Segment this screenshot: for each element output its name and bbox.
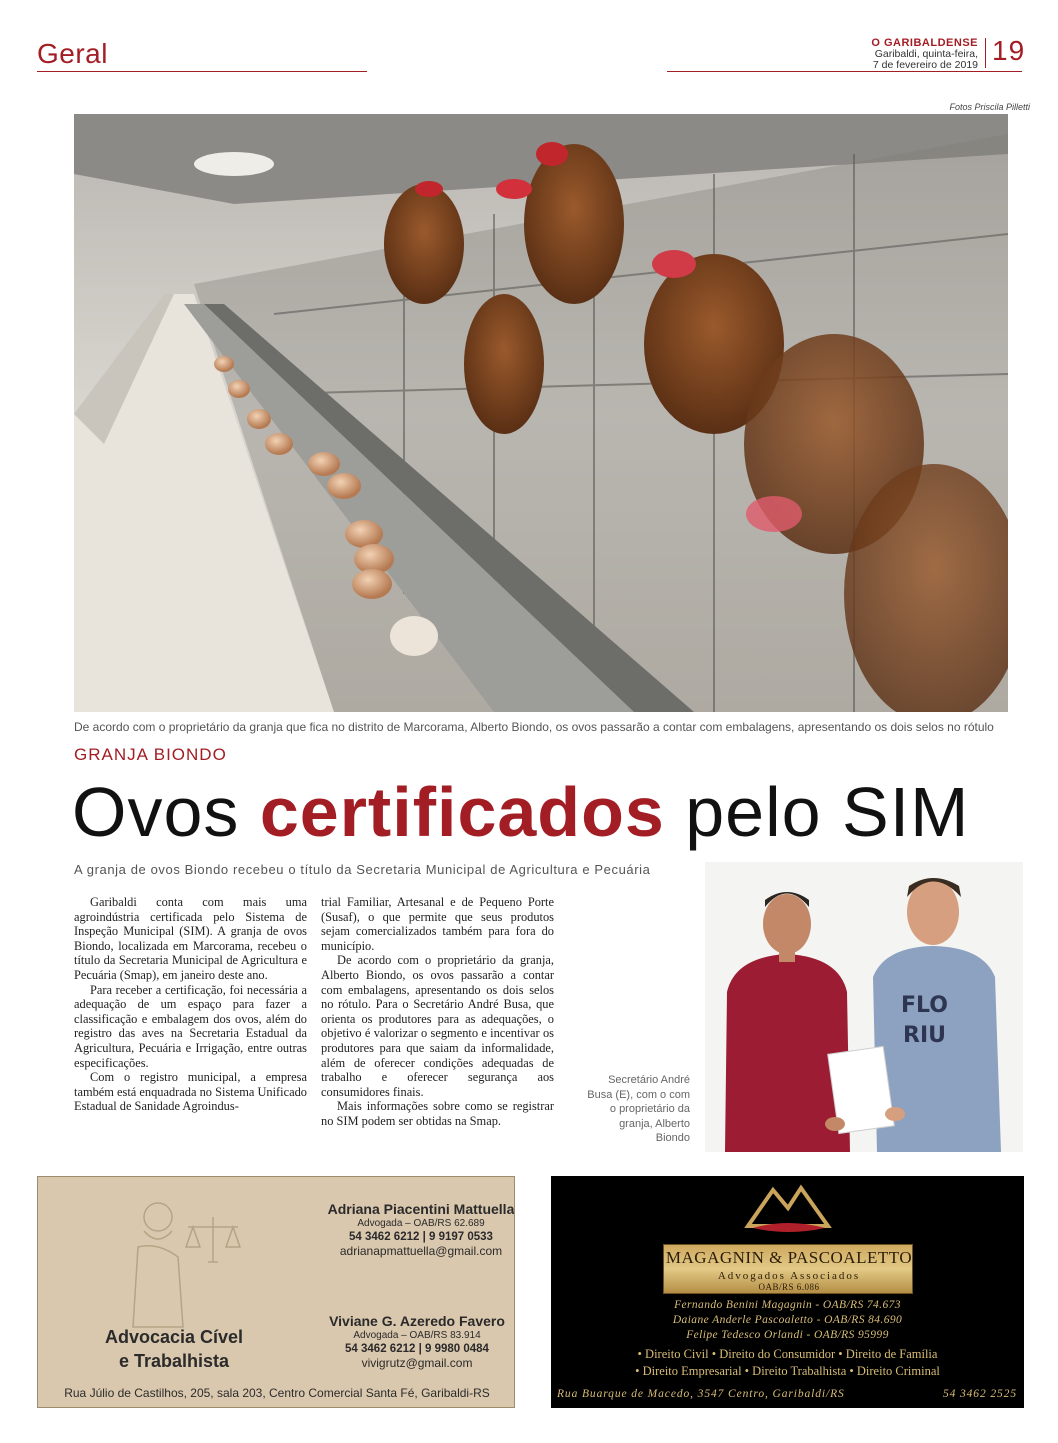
partner-list (551, 1298, 1024, 1343)
firm-nameplate (663, 1244, 913, 1294)
practice-areas-line1: • Direito Civil • Direito do Consumidor • Direito de Família (637, 1347, 938, 1361)
shirt-text-2: RIU (903, 1023, 946, 1048)
header-rule (667, 71, 1022, 72)
page-number: 19 (992, 35, 1026, 66)
article-deck: A granja de ovos Biondo recebeu o título da Secretaria Municipal de Agricultura e Pecuária (74, 862, 651, 877)
lawyer-block-2 (302, 1313, 515, 1370)
section-rule (37, 71, 367, 72)
firm-address: Rua Júlio de Castilhos, 205, sala 203, Centro Comercial Santa Fé, Garibaldi-RS (64, 1386, 490, 1400)
article-column-1 (74, 895, 307, 1114)
paper-name: O GARIBALDENSE (871, 37, 978, 49)
mountain-logo-icon (743, 1178, 833, 1238)
article-paragraph: Garibaldi conta com mais uma agroindústria certificada pelo Sistema de Inspeção Municipal (SIM). A granja de ovos Biondo, localizada em Marcorama, recebeu o título da Secretaria Municipal de Agricultura e Pecuária (Smap), em janeiro deste ano. (74, 895, 307, 982)
certificate-photo-illustration (705, 862, 1023, 1152)
article-headline (72, 772, 969, 852)
lawyer-phone: 54 3462 6212 | 9 9197 0533 (349, 1231, 493, 1243)
photo2-caption: Secretário André Busa (E), com o com o proprietário da granja, Alberto Biondo (587, 1074, 690, 1144)
page-number-divider (985, 38, 986, 68)
hens-photo-illustration (74, 114, 1008, 712)
lawyer-phone: 54 3462 6212 | 9 9980 0484 (345, 1343, 489, 1355)
partner-name: Daiane Anderle Pascoaletto - OAB/RS 84.690 (672, 1314, 903, 1326)
partner-name: Felipe Tedesco Orlandi - OAB/RS 95999 (686, 1329, 889, 1341)
lawyer-name: Adriana Piacentini Mattuella (327, 1201, 515, 1217)
firm-name: MAGAGNIN & PASCOALETTO (665, 1248, 913, 1267)
practice-areas (551, 1346, 1024, 1380)
firm-oab: OAB/RS 6.086 (758, 1282, 820, 1292)
section-title: Geral (37, 38, 108, 69)
article-column-2 (321, 895, 554, 1129)
article-paragraph: Para receber a certificação, foi necessária a adequação de um espaço para fazer a classificação e embalagem dos ovos, além do registro das aves na Secretaria Estadual da Agricultura, Pecuária e Irrigação, entre outras especificações. (74, 982, 307, 1070)
photo-credit: Fotos Priscila Pilletti (949, 102, 1030, 112)
shirt-text-1: FLO (901, 993, 948, 1018)
paper-date-line2: 7 de fevereiro de 2019 (872, 59, 978, 71)
headline-emphasis: certificados (259, 773, 665, 851)
lawyer-oab: Advogada – OAB/RS 62.689 (357, 1218, 485, 1229)
paper-date-line1: Garibaldi, quinta-feira, (874, 48, 978, 60)
two-men-holding-certificate-photo (705, 862, 1023, 1152)
firm-name (84, 1325, 264, 1373)
article-paragraph: trial Familiar, Artesanal e de Pequeno Porte (Susaf), o que permite que seus produtos sejam comercializados também para fora do município. (321, 895, 554, 953)
firm-name-line2: e Trabalhista (118, 1351, 230, 1371)
firm-name-line1: Advocacia Cível (104, 1327, 244, 1347)
firm-subtitle: Advogados Associados (717, 1270, 861, 1282)
article-paragraph: Mais informações sobre como se registrar no SIM podem ser obtidas na Smap. (321, 1099, 554, 1128)
justice-statue-icon (88, 1187, 318, 1337)
law-firm-ad-right (551, 1176, 1024, 1408)
article-paragraph: De acordo com o proprietário da granja, Alberto Biondo, os ovos passarão a contar com embalagens, apresentando os dois selos no rótulo. Para o Secretário André Busa, que orienta os produtores para as adequações, o objetivo é valorizar o segmento e incentivar os produtores para que saiam da informalidade, além de oferecer condições adequadas de trabalho e oferecer segurança aos consumidores finais. (321, 953, 554, 1099)
hens-in-cages-photo (74, 114, 1008, 712)
lawyer-oab: Advogada – OAB/RS 83.914 (353, 1330, 481, 1341)
firm-phone: 54 3462 2525 (942, 1388, 1017, 1400)
headline-part1: Ovos (72, 773, 260, 851)
partner-name: Fernando Benini Magagnin - OAB/RS 74.673 (674, 1299, 901, 1311)
headline-part3: pelo SIM (664, 773, 970, 851)
lawyer-name: Viviane G. Azeredo Favero (329, 1313, 505, 1329)
lawyer-block-1 (306, 1201, 515, 1258)
paper-info (871, 38, 978, 71)
article-kicker: GRANJA BIONDO (74, 745, 227, 764)
firm-contact (557, 1388, 1017, 1400)
law-firm-ad-left (37, 1176, 515, 1408)
lawyer-email: vivigrutz@gmail.com (361, 1356, 473, 1370)
lawyer-email: adrianapmattuella@gmail.com (339, 1244, 503, 1258)
practice-areas-line2: • Direito Empresarial • Direito Trabalhista • Direito Criminal (635, 1364, 940, 1378)
firm-address: Rua Buarque de Macedo, 3547 Centro, Garibaldi/RS (557, 1388, 845, 1400)
article-paragraph: Com o registro municipal, a empresa também está enquadrada no Sistema Unificado Estadual de Sanidade Agroindus- (74, 1070, 307, 1114)
main-photo-caption: De acordo com o proprietário da granja que fica no distrito de Marcorama, Alberto Biondo, os ovos passarão a contar com embalagens, apresentando os dois selos no rótulo (74, 720, 994, 734)
